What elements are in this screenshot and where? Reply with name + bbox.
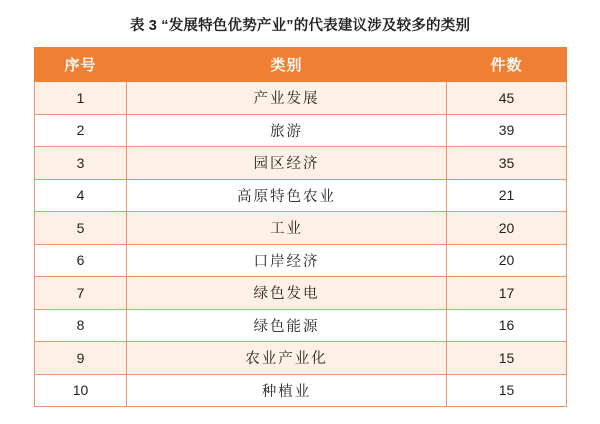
table-row <box>35 244 567 277</box>
cell-seq: 3 <box>35 147 127 180</box>
cell-seq: 10 <box>35 374 127 407</box>
table-row <box>35 82 567 115</box>
cell-category: 园区经济 <box>127 147 447 180</box>
cell-count: 16 <box>447 309 567 342</box>
cell-count: 15 <box>447 374 567 407</box>
cell-category: 种植业 <box>127 374 447 407</box>
cell-count: 15 <box>447 342 567 375</box>
column-header-count: 件数 <box>447 48 567 82</box>
cell-seq: 8 <box>35 309 127 342</box>
column-header-seq: 序号 <box>35 48 127 82</box>
table-row <box>35 342 567 375</box>
cell-category: 产业发展 <box>127 82 447 115</box>
table-header-row <box>35 48 567 82</box>
cell-seq: 6 <box>35 244 127 277</box>
cell-seq: 1 <box>35 82 127 115</box>
table-row <box>35 309 567 342</box>
cell-category: 农业产业化 <box>127 342 447 375</box>
cell-seq: 7 <box>35 277 127 310</box>
table-row <box>35 147 567 180</box>
cell-count: 21 <box>447 179 567 212</box>
cell-count: 39 <box>447 114 567 147</box>
table-row <box>35 179 567 212</box>
cell-category: 口岸经济 <box>127 244 447 277</box>
table-row <box>35 114 567 147</box>
cell-category: 旅游 <box>127 114 447 147</box>
cell-category: 工业 <box>127 212 447 245</box>
cell-category: 高原特色农业 <box>127 179 447 212</box>
cell-category: 绿色发电 <box>127 277 447 310</box>
column-header-category: 类别 <box>127 48 447 82</box>
cell-count: 17 <box>447 277 567 310</box>
cell-count: 35 <box>447 147 567 180</box>
data-table <box>34 47 567 407</box>
table-body <box>35 82 567 407</box>
cell-count: 20 <box>447 244 567 277</box>
table-row <box>35 374 567 407</box>
cell-count: 20 <box>447 212 567 245</box>
cell-category: 绿色能源 <box>127 309 447 342</box>
cell-seq: 2 <box>35 114 127 147</box>
table-row <box>35 212 567 245</box>
table-row <box>35 277 567 310</box>
cell-seq: 5 <box>35 212 127 245</box>
table-caption: 表 3 “发展特色优势产业”的代表建议涉及较多的类别 <box>129 18 471 34</box>
cell-seq: 4 <box>35 179 127 212</box>
cell-count: 45 <box>447 82 567 115</box>
table-header <box>35 48 567 82</box>
cell-seq: 9 <box>35 342 127 375</box>
